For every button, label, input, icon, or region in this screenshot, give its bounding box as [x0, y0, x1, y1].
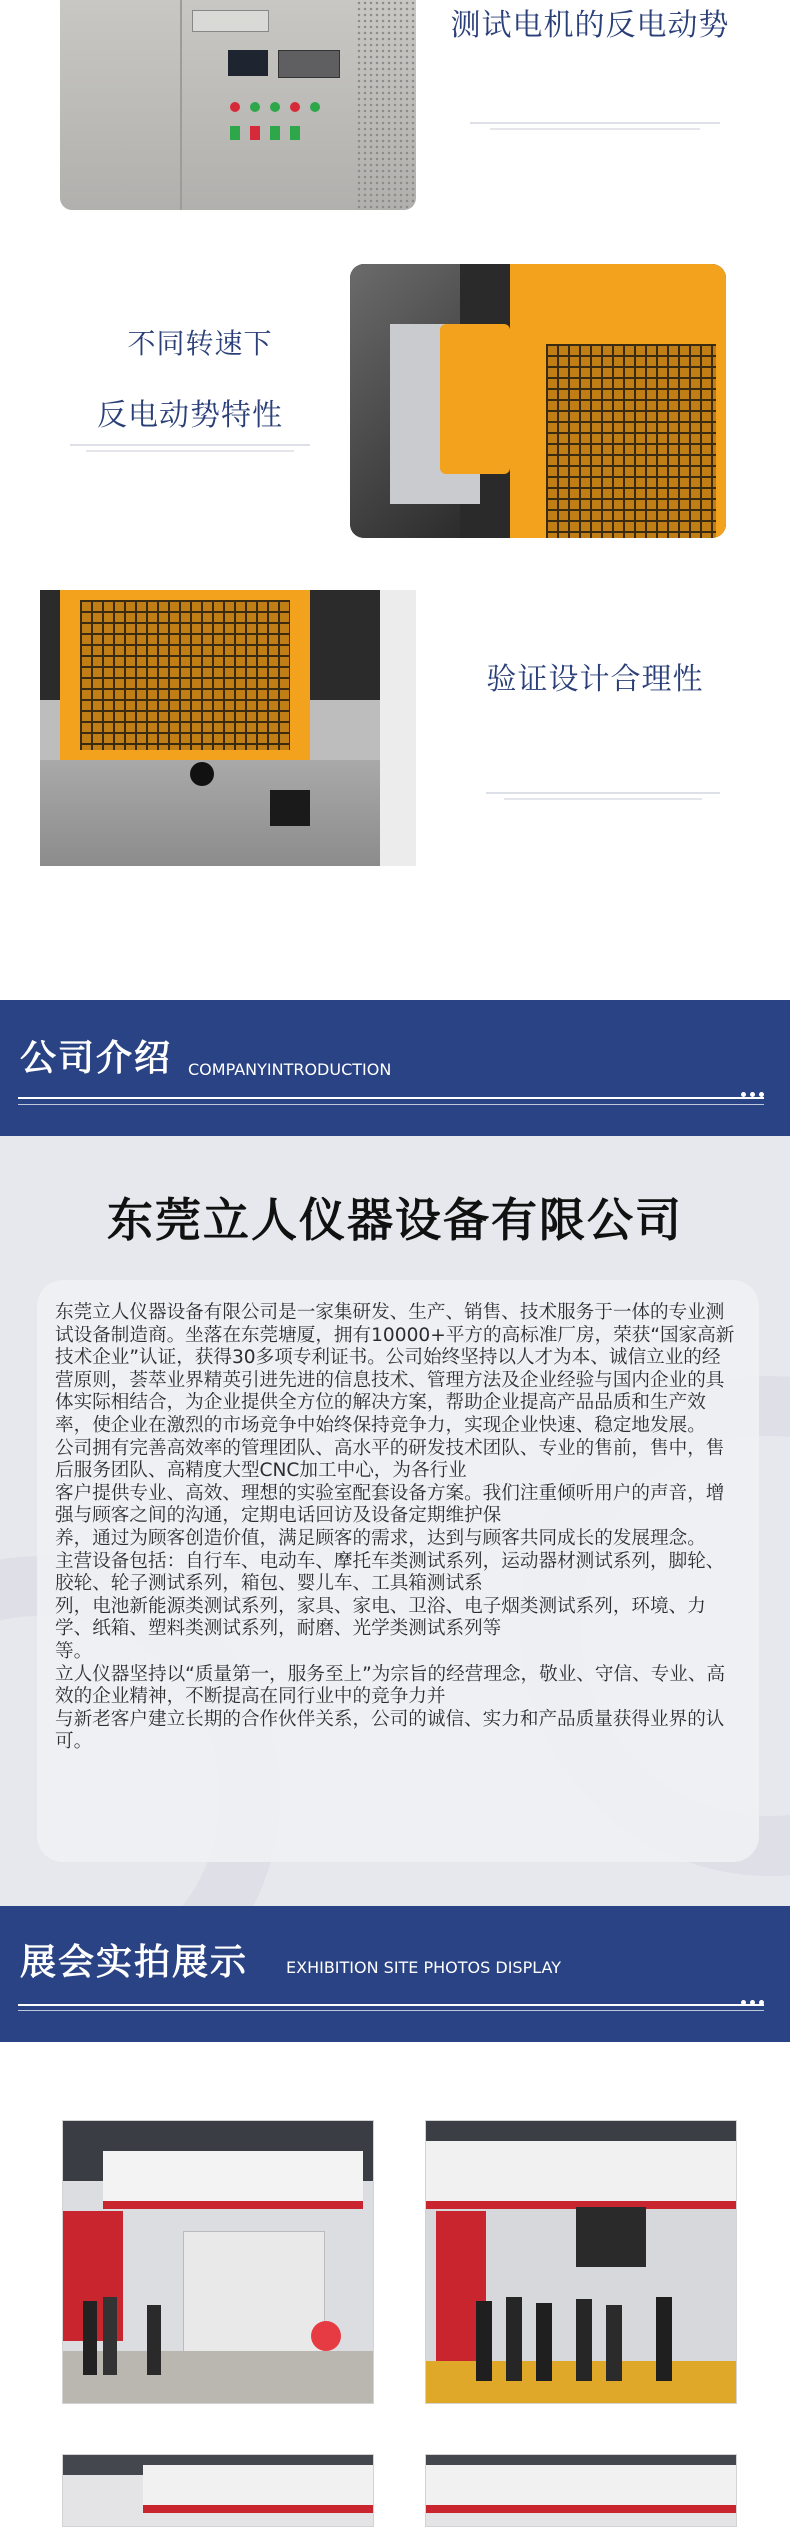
- exhibition-heading: 展会实拍展示: [20, 1942, 249, 1983]
- motor-test-machine-photo: [350, 264, 726, 538]
- intro-paragraph: 公司拥有完善高效率的管理团队、高水平的研发技术团队、专业的售前，售中，售后服务团队、高精度大型CNC加工中心，为各行业 客户提供专业、高效、理想的实验室配套设备方案。我们注重倾听用户的声音，增强与顾客之间的沟通，定期电话回访及设备定期维护保 养，通过为顾客创造价值，满足顾客的需求，达到与顾客共同成长的发展理念。: [55, 1437, 725, 1549]
- company-name: 东莞立人仪器设备有限公司: [107, 1193, 683, 1247]
- intro-text: [55, 1302, 739, 1754]
- feature-subtext-decor: [486, 792, 720, 804]
- feature-subtext-decor: [70, 444, 310, 456]
- exhibition-banner: [0, 1906, 790, 2042]
- feature-subtext-decor: [470, 120, 720, 134]
- feature-title-back-emf: 测试电机的反电动势: [450, 8, 730, 43]
- machine-base-photo: [40, 590, 416, 866]
- exhibition-photo: [425, 2454, 737, 2527]
- company-intro-heading-en: COMPANYINTRODUCTION: [188, 1060, 392, 1079]
- exhibition-photo: [62, 2120, 374, 2404]
- exhibition-heading-en: EXHIBITION SITE PHOTOS DISPLAY: [286, 1958, 561, 1977]
- exhibition-photo: [62, 2454, 374, 2527]
- feature-title-validate-design: 验证设计合理性: [486, 662, 704, 697]
- intro-paragraph: 主营设备包括：自行车、电动车、摩托车类测试系列，运动器材测试系列，脚轮、胶轮、轮子测试系列，箱包、婴儿车、工具箱测试系 列，电池新能源类测试系列，家具、家电、卫浴、电子烟类测试系列，环境、力学、纸箱、塑料类测试系列，耐磨、光学类测试系列等 等。: [55, 1550, 725, 1662]
- control-cabinet-photo: [60, 0, 416, 210]
- feature-title-characteristic: 反电动势特性: [97, 398, 283, 433]
- exhibition-photo: [425, 2120, 737, 2404]
- feature-title-speed: 不同转速下: [127, 327, 273, 360]
- decorative-dots: [737, 1990, 764, 2009]
- company-intro-section: [0, 1136, 790, 1906]
- intro-paragraph: 立人仪器坚持以“质量第一，服务至上”为宗旨的经营理念，敬业、守信、专业、高效的企业精神，不断提高在同行业中的竞争力并 与新老客户建立长期的合作伙伴关系，公司的诚信、实力和产品质量获得业界的认可。: [55, 1663, 726, 1753]
- company-intro-banner: [0, 1000, 790, 1136]
- intro-paragraph: 东莞立人仪器设备有限公司是一家集研发、生产、销售、技术服务于一体的专业测试设备制造商。坐落在东莞塘厦，拥有10000+平方的高标准厂房，荣获“国家高新技术企业”认证，获得30多项专利证书。公司始终坚持以人才为本、诚信立业的经营原则，荟萃业界精英引进先进的信息技术、管理方法及企业经验与国内企业的具体实际相结合，为企业提供全方位的解决方案，帮助企业提高产品品质和生产效率，使企业在激烈的市场竞争中始终保持竞争力，实现企业快速、稳定地发展。: [55, 1302, 735, 1436]
- company-intro-heading: 公司介绍: [20, 1038, 173, 1079]
